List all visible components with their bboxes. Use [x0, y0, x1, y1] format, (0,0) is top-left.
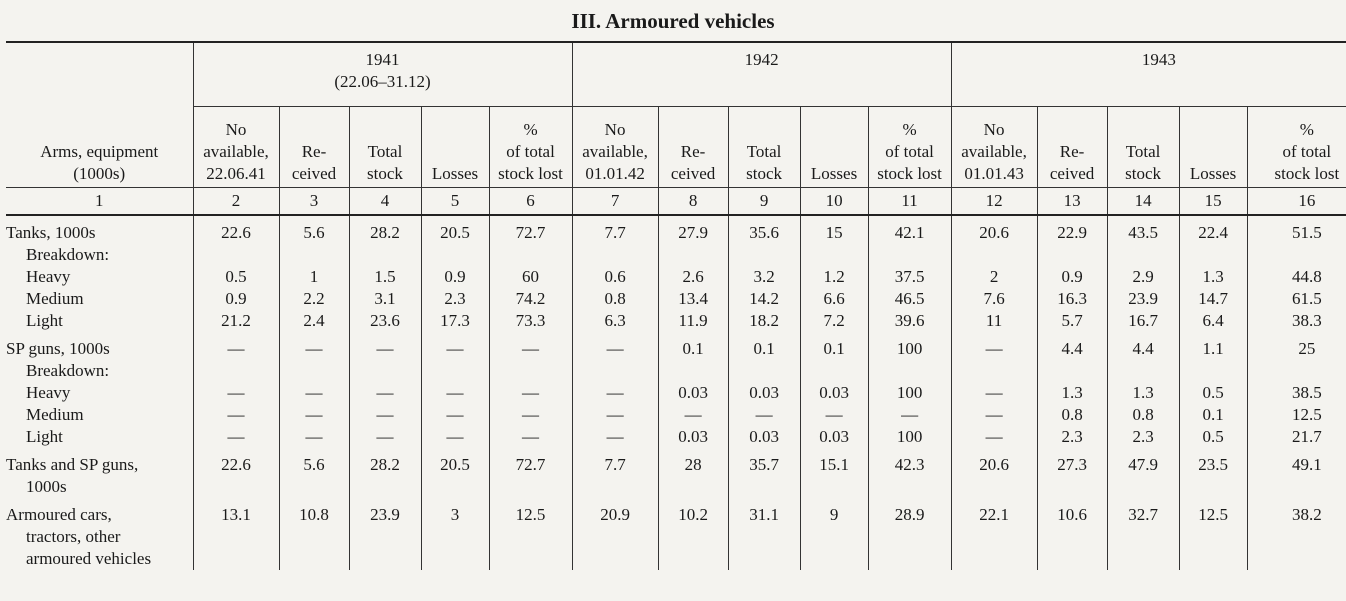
sub-column-header-line: of total — [506, 142, 555, 161]
table-cell: 27.9 — [658, 215, 728, 244]
row-label-text: Armoured cars, — [6, 505, 112, 524]
table-cell: — — [193, 382, 279, 404]
table-cell: — — [193, 426, 279, 448]
table-cell: 3.2 — [728, 266, 800, 288]
table-cell: — — [951, 426, 1037, 448]
sub-column-header-line: Re- — [301, 142, 327, 161]
sub-column-header-line: Losses — [1189, 164, 1237, 183]
table-cell: 2.3 — [1037, 426, 1107, 448]
table-row — [6, 332, 1346, 360]
table-cell — [421, 244, 489, 266]
table-cell: 100 — [868, 382, 951, 404]
row-label — [6, 215, 193, 244]
column-number: 6 — [489, 188, 572, 216]
table-cell: 10.2 — [658, 498, 728, 570]
table-row — [6, 426, 1346, 448]
table-cell: — — [728, 404, 800, 426]
table-cell: 2.2 — [279, 288, 349, 310]
table-cell: 23.5 — [1179, 448, 1247, 498]
table-cell: — — [658, 404, 728, 426]
sub-column-header-line: % — [1299, 120, 1314, 139]
table-cell: 17.3 — [421, 310, 489, 332]
table-cell — [349, 360, 421, 382]
table-cell: 6.3 — [572, 310, 658, 332]
table-cell: 20.5 — [421, 448, 489, 498]
table-cell — [868, 360, 951, 382]
table-cell: 14.7 — [1179, 288, 1247, 310]
table-cell — [1037, 360, 1107, 382]
sub-column-header-line: Total — [746, 142, 782, 161]
table-cell: — — [349, 404, 421, 426]
table-cell: 72.7 — [489, 215, 572, 244]
table-row — [6, 244, 1346, 266]
table-cell: 21.2 — [193, 310, 279, 332]
table-cell: — — [489, 404, 572, 426]
table-cell: 32.7 — [1107, 498, 1179, 570]
table-cell — [951, 244, 1037, 266]
sub-column-header-line: of total — [885, 142, 934, 161]
sub-column-header-line: Re- — [1059, 142, 1085, 161]
table-cell: 0.03 — [800, 382, 868, 404]
table-cell: 74.2 — [489, 288, 572, 310]
sub-column-header-line: 22.06.41 — [206, 164, 266, 183]
table-row — [6, 288, 1346, 310]
table-cell: 0.5 — [1179, 426, 1247, 448]
row-label-text: Breakdown: — [26, 361, 110, 380]
table-cell: 1.2 — [800, 266, 868, 288]
table-row — [6, 498, 1346, 570]
table-cell: 0.03 — [800, 426, 868, 448]
table-cell: 23.6 — [349, 310, 421, 332]
table-cell: 0.03 — [728, 426, 800, 448]
table-cell: 27.3 — [1037, 448, 1107, 498]
column-number: 5 — [421, 188, 489, 216]
table-cell: 5.6 — [279, 448, 349, 498]
table-cell: 2.4 — [279, 310, 349, 332]
column-number: 8 — [658, 188, 728, 216]
table-cell — [658, 360, 728, 382]
table-cell: 1.3 — [1179, 266, 1247, 288]
column-number: 9 — [728, 188, 800, 216]
table-cell: 0.03 — [728, 382, 800, 404]
table-cell — [572, 244, 658, 266]
column-number: 16 — [1247, 188, 1346, 216]
sub-column-header-line: Losses — [431, 164, 479, 183]
row-label-text: SP guns, 1000s — [6, 339, 110, 358]
table-cell: 6.4 — [1179, 310, 1247, 332]
row-label — [6, 498, 193, 570]
column-number: 7 — [572, 188, 658, 216]
row-label — [6, 266, 193, 288]
table-cell — [800, 360, 868, 382]
column-number: 11 — [868, 188, 951, 216]
sub-column-header — [421, 107, 489, 188]
row-label-continuation: 1000s — [26, 477, 67, 496]
table-cell: 3.1 — [349, 288, 421, 310]
table-cell: 13.4 — [658, 288, 728, 310]
row-label-text: Tanks, 1000s — [6, 223, 96, 242]
table-cell — [728, 244, 800, 266]
table-cell: 0.5 — [1179, 382, 1247, 404]
table-cell: — — [421, 382, 489, 404]
row-label — [6, 332, 193, 360]
table-row — [6, 360, 1346, 382]
row-label-text: Medium — [26, 405, 84, 424]
table-cell: 43.5 — [1107, 215, 1179, 244]
sub-column-header — [489, 107, 572, 188]
table-cell — [868, 244, 951, 266]
row-label — [6, 448, 193, 498]
table-cell: 13.1 — [193, 498, 279, 570]
column-number: 12 — [951, 188, 1037, 216]
column-number: 2 — [193, 188, 279, 216]
table-cell: 46.5 — [868, 288, 951, 310]
row-label — [6, 426, 193, 448]
table-cell: — — [572, 426, 658, 448]
year-header-1943: 1943 — [951, 42, 1346, 107]
sub-column-header-line: No — [983, 120, 1005, 139]
row-label — [6, 382, 193, 404]
table-cell: 28.9 — [868, 498, 951, 570]
table-cell: 12.5 — [1247, 404, 1346, 426]
sub-column-header-line: Total — [367, 142, 403, 161]
row-label-text: Light — [26, 427, 63, 446]
table-row — [6, 310, 1346, 332]
table-cell: 21.7 — [1247, 426, 1346, 448]
sub-column-header-line: ceived — [1049, 164, 1095, 183]
sub-column-header-line: available, — [582, 142, 648, 161]
table-cell: 0.9 — [1037, 266, 1107, 288]
table-cell: — — [572, 404, 658, 426]
table-cell — [489, 244, 572, 266]
table-cell — [1179, 244, 1247, 266]
table-row — [6, 448, 1346, 498]
sub-column-header-line: of total — [1282, 142, 1332, 161]
row-label-text: Heavy — [26, 267, 71, 286]
table-cell: — — [951, 332, 1037, 360]
table-cell — [279, 244, 349, 266]
table-cell: 2 — [951, 266, 1037, 288]
table-cell: — — [279, 332, 349, 360]
table-cell: 35.7 — [728, 448, 800, 498]
table-cell: 2.9 — [1107, 266, 1179, 288]
table-cell: 10.8 — [279, 498, 349, 570]
table-cell — [951, 360, 1037, 382]
table-cell: 20.9 — [572, 498, 658, 570]
table-cell: 2.3 — [1107, 426, 1179, 448]
table-cell: 4.4 — [1107, 332, 1179, 360]
table-cell: 20.5 — [421, 215, 489, 244]
table-cell — [1179, 360, 1247, 382]
sub-column-header — [349, 107, 421, 188]
table-cell: — — [868, 404, 951, 426]
table-cell: 23.9 — [349, 498, 421, 570]
table-cell: 10.6 — [1037, 498, 1107, 570]
table-cell: — — [279, 426, 349, 448]
table-cell — [1247, 244, 1346, 266]
table-cell — [349, 244, 421, 266]
table-cell: 1.5 — [349, 266, 421, 288]
table-cell: 37.5 — [868, 266, 951, 288]
table-cell: 3 — [421, 498, 489, 570]
table-cell: 18.2 — [728, 310, 800, 332]
table-cell — [193, 360, 279, 382]
table-cell: — — [349, 382, 421, 404]
table-cell: 47.9 — [1107, 448, 1179, 498]
label-column-header — [6, 42, 193, 188]
table-cell: 22.1 — [951, 498, 1037, 570]
table-cell: — — [193, 404, 279, 426]
sub-column-header-line: 01.01.42 — [585, 164, 645, 183]
table-cell: 73.3 — [489, 310, 572, 332]
sub-column-header — [800, 107, 868, 188]
table-cell: 5.7 — [1037, 310, 1107, 332]
row-label-continuation: armoured vehicles — [26, 549, 152, 568]
sub-column-header — [868, 107, 951, 188]
table-cell: 35.6 — [728, 215, 800, 244]
table-row — [6, 382, 1346, 404]
sub-column-header-line: Total — [1125, 142, 1161, 161]
table-cell: 0.1 — [800, 332, 868, 360]
sub-column-header-line: ceived — [670, 164, 716, 183]
row-label — [6, 310, 193, 332]
sub-column-header-line: stock lost — [877, 164, 942, 183]
table-cell: 61.5 — [1247, 288, 1346, 310]
row-label-text: Breakdown: — [26, 245, 110, 264]
table-cell: 11 — [951, 310, 1037, 332]
sub-column-header-line: Re- — [680, 142, 706, 161]
table-cell: 9 — [800, 498, 868, 570]
table-cell: 5.6 — [279, 215, 349, 244]
row-label-text: Tanks and SP guns, — [6, 455, 139, 474]
table-cell: 0.1 — [658, 332, 728, 360]
table-cell: 23.9 — [1107, 288, 1179, 310]
table-cell: 31.1 — [728, 498, 800, 570]
sub-column-header — [279, 107, 349, 188]
sub-column-header — [951, 107, 1037, 188]
table-cell: 0.8 — [1107, 404, 1179, 426]
table-cell: 38.2 — [1247, 498, 1346, 570]
table-cell: 2.6 — [658, 266, 728, 288]
table-cell: 28.2 — [349, 448, 421, 498]
table-title: III. Armoured vehicles — [571, 9, 775, 33]
sub-column-header-line: stock — [1125, 164, 1161, 183]
table-cell: 7.7 — [572, 215, 658, 244]
table-cell: 7.2 — [800, 310, 868, 332]
label-column-header-text: Arms, equipment (1000s) — [40, 142, 159, 183]
table-cell: 14.2 — [728, 288, 800, 310]
sub-column-header-line: stock lost — [498, 164, 563, 183]
table-cell — [1037, 244, 1107, 266]
row-label-text: Light — [26, 311, 63, 330]
table-cell: 2.3 — [421, 288, 489, 310]
year-header-1941: 1941 (22.06–31.12) — [193, 42, 572, 107]
table-cell: — — [800, 404, 868, 426]
sub-column-header-line: available, — [203, 142, 269, 161]
sub-column-header-line: stock — [746, 164, 782, 183]
table-cell: 1.3 — [1107, 382, 1179, 404]
table-cell: 1.3 — [1037, 382, 1107, 404]
table-cell — [572, 360, 658, 382]
column-number: 4 — [349, 188, 421, 216]
table-cell: 44.8 — [1247, 266, 1346, 288]
table-cell: 42.1 — [868, 215, 951, 244]
table-cell: 1.1 — [1179, 332, 1247, 360]
table-cell: 4.4 — [1037, 332, 1107, 360]
table-cell: 0.1 — [728, 332, 800, 360]
sub-column-header — [728, 107, 800, 188]
row-label-text: Heavy — [26, 383, 71, 402]
table-cell: — — [951, 404, 1037, 426]
sub-column-header-line: stock — [367, 164, 403, 183]
table-cell: — — [421, 426, 489, 448]
sub-column-header — [658, 107, 728, 188]
table-cell: 12.5 — [489, 498, 572, 570]
table-cell: — — [421, 332, 489, 360]
table-cell: 25 — [1247, 332, 1346, 360]
column-number: 3 — [279, 188, 349, 216]
table-cell: 100 — [868, 426, 951, 448]
table-cell: 7.7 — [572, 448, 658, 498]
table-cell: 38.3 — [1247, 310, 1346, 332]
sub-column-header — [572, 107, 658, 188]
table-cell: — — [489, 426, 572, 448]
table-cell: — — [572, 332, 658, 360]
table-cell: — — [193, 332, 279, 360]
sub-column-header-line: ceived — [291, 164, 337, 183]
table-cell: 51.5 — [1247, 215, 1346, 244]
row-label — [6, 360, 193, 382]
table-cell: — — [489, 332, 572, 360]
armoured-vehicles-table — [6, 41, 1346, 570]
table-cell: 22.4 — [1179, 215, 1247, 244]
sub-column-header-line: % — [523, 120, 538, 139]
table-cell: 12.5 — [1179, 498, 1247, 570]
table-cell: 20.6 — [951, 215, 1037, 244]
table-cell: 49.1 — [1247, 448, 1346, 498]
sub-column-header-line: 01.01.43 — [964, 164, 1024, 183]
table-cell: 20.6 — [951, 448, 1037, 498]
table-cell: 16.3 — [1037, 288, 1107, 310]
table-cell: — — [572, 382, 658, 404]
row-label-text: Medium — [26, 289, 84, 308]
sub-column-header-line: No — [225, 120, 247, 139]
sub-column-header — [193, 107, 279, 188]
table-cell: 16.7 — [1107, 310, 1179, 332]
table-cell — [193, 244, 279, 266]
column-number: 10 — [800, 188, 868, 216]
column-number: 1 — [6, 188, 193, 216]
table-cell: 100 — [868, 332, 951, 360]
table-cell: 39.6 — [868, 310, 951, 332]
table-cell: 11.9 — [658, 310, 728, 332]
table-cell: 0.8 — [572, 288, 658, 310]
table-cell: 22.6 — [193, 215, 279, 244]
table-row — [6, 215, 1346, 244]
table-cell: 0.9 — [193, 288, 279, 310]
sub-column-header-line: Losses — [810, 164, 858, 183]
table-cell: — — [951, 382, 1037, 404]
row-label — [6, 288, 193, 310]
year-header-1942: 1942 — [572, 42, 951, 107]
sub-column-header — [1107, 107, 1179, 188]
table-cell — [728, 360, 800, 382]
table-cell — [800, 244, 868, 266]
table-cell: 0.6 — [572, 266, 658, 288]
table-cell: 60 — [489, 266, 572, 288]
table-cell — [279, 360, 349, 382]
sub-column-header-line: stock lost — [1274, 164, 1340, 183]
table-cell: 7.6 — [951, 288, 1037, 310]
table-cell: — — [349, 332, 421, 360]
row-label-continuation: tractors, other — [26, 527, 121, 546]
column-number: 13 — [1037, 188, 1107, 216]
table-cell: 28.2 — [349, 215, 421, 244]
table-cell: 15 — [800, 215, 868, 244]
table-cell: 38.5 — [1247, 382, 1346, 404]
table-cell — [1247, 360, 1346, 382]
table-row — [6, 266, 1346, 288]
table-cell: 15.1 — [800, 448, 868, 498]
sub-column-header-line: % — [902, 120, 917, 139]
table-cell: 0.8 — [1037, 404, 1107, 426]
column-number: 15 — [1179, 188, 1247, 216]
table-cell — [1107, 244, 1179, 266]
table-cell: 0.03 — [658, 382, 728, 404]
table-cell: — — [279, 382, 349, 404]
sub-column-header — [1247, 107, 1346, 188]
sub-column-header — [1037, 107, 1107, 188]
table-cell: 0.1 — [1179, 404, 1247, 426]
table-cell: 0.5 — [193, 266, 279, 288]
table-cell: — — [279, 404, 349, 426]
table-cell: 6.6 — [800, 288, 868, 310]
row-label — [6, 404, 193, 426]
table-cell: 22.9 — [1037, 215, 1107, 244]
table-cell: 0.03 — [658, 426, 728, 448]
table-cell — [421, 360, 489, 382]
table-cell: 1 — [279, 266, 349, 288]
table-cell: 0.9 — [421, 266, 489, 288]
table-cell — [658, 244, 728, 266]
table-cell: 42.3 — [868, 448, 951, 498]
table-cell: — — [489, 382, 572, 404]
sub-column-header — [1179, 107, 1247, 188]
table-cell — [489, 360, 572, 382]
table-cell — [1107, 360, 1179, 382]
table-cell: 22.6 — [193, 448, 279, 498]
table-cell: — — [349, 426, 421, 448]
column-number: 14 — [1107, 188, 1179, 216]
table-cell: 28 — [658, 448, 728, 498]
table-cell: — — [421, 404, 489, 426]
row-label — [6, 244, 193, 266]
sub-column-header-line: available, — [961, 142, 1027, 161]
table-cell: 72.7 — [489, 448, 572, 498]
table-row — [6, 404, 1346, 426]
sub-column-header-line: No — [604, 120, 626, 139]
